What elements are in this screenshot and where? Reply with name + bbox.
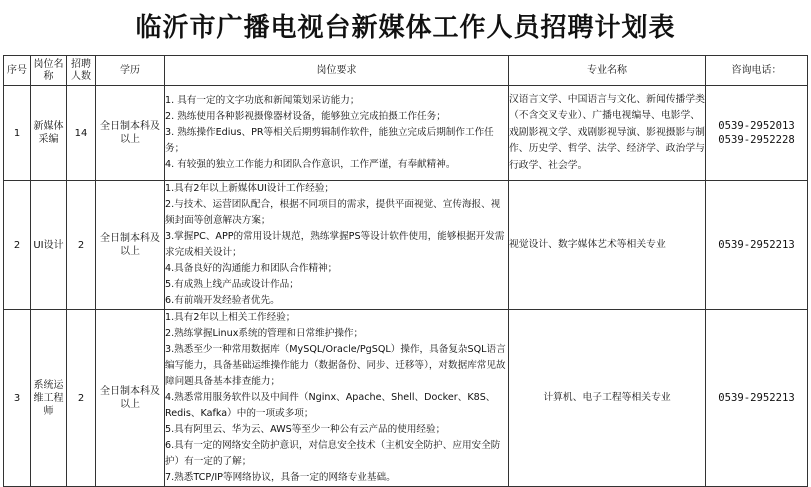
requirement-item: 4.具备良好的沟通能力和团队合作精神； xyxy=(165,263,338,274)
row-major: 汉语言文学、中国语言与文化、新闻传播学类（不含交叉专业）、广播电视编导、电影学、戏剧影视文学、戏剧影视导演、影视摄影与制作、历史学、哲学、法学、经济学、政治学与行政学、社会学。 xyxy=(509,86,706,181)
requirement-item: 1.具有2年以上相关工作经验； xyxy=(165,312,296,323)
requirement-item: 7.熟悉TCP/IP等网络协议，具备一定的网络专业基础。 xyxy=(165,472,396,483)
row-education: 全日制本科及以上 xyxy=(96,181,165,310)
page-title: 临沂市广播电视台新媒体工作人员招聘计划表 xyxy=(135,13,676,43)
header-contact: 咨询电话： xyxy=(706,56,808,86)
row-seq: 1 xyxy=(4,86,31,181)
requirement-item: 3.掌握PC、APP的常用设计规范，熟练掌握PS等设计软件使用，能够根据开发需求完成相关设计； xyxy=(165,231,505,258)
requirement-item: 1. 具有一定的文字功底和新闻策划采访能力； xyxy=(165,95,360,106)
table-row xyxy=(4,181,808,310)
row-phone xyxy=(706,181,808,310)
row-requirements xyxy=(165,181,509,310)
header-count: 招聘人数 xyxy=(67,56,96,86)
row-count: 2 xyxy=(67,181,96,310)
row-requirements xyxy=(165,310,509,487)
requirement-item: 1.具有2年以上新媒体UI设计工作经验； xyxy=(165,183,335,194)
header-position: 岗位名称 xyxy=(31,56,67,86)
phone-number: 0539-2952228 xyxy=(718,134,795,146)
row-phone xyxy=(706,86,808,181)
row-seq: 3 xyxy=(4,310,31,487)
requirement-item: 2.熟练掌握Linux系统的管理和日常维护操作； xyxy=(165,328,364,339)
requirement-item: 5.具有阿里云、华为云、AWS等至少一种公有云产品的使用经验； xyxy=(165,424,446,435)
requirement-item: 3. 熟练操作Edius、PR等相关后期剪辑制作软件，能独立完成后期制作工作任务； xyxy=(165,127,494,154)
table-row xyxy=(4,310,808,487)
row-position: UI设计 xyxy=(31,181,67,310)
requirement-item: 6.具有一定的网络安全防护意识，对信息安全技术（主机安全防护、应用安全防护）有一定的了解； xyxy=(165,440,501,467)
row-education: 全日制本科及以上 xyxy=(96,86,165,181)
row-education: 全日制本科及以上 xyxy=(96,310,165,487)
phone-number: 0539-2952213 xyxy=(718,392,795,404)
phone-number: 0539-2952213 xyxy=(718,239,795,251)
row-position: 新媒体采编 xyxy=(31,86,67,181)
row-count: 14 xyxy=(67,86,96,181)
row-position: 系统运维工程师 xyxy=(31,310,67,487)
requirement-item: 2.与技术、运营团队配合，根据不同项目的需求，提供平面视觉、宣传海报、视频封面等创意解决方案； xyxy=(165,199,501,226)
row-major: 视觉设计、数字媒体艺术等相关专业 xyxy=(509,181,706,310)
row-count: 2 xyxy=(67,310,96,487)
requirement-item: 2. 熟练使用各种影视摄像器材设备，能够独立完成拍摄工作任务； xyxy=(165,111,446,122)
phone-number: 0539-2952013 xyxy=(718,120,795,132)
row-requirements xyxy=(165,86,509,181)
row-seq: 2 xyxy=(4,181,31,310)
row-phone xyxy=(706,310,808,487)
requirement-item: 4. 有较强的独立工作能力和团队合作意识，工作严谨，有奉献精神。 xyxy=(165,159,456,170)
requirement-item: 3.熟悉至少一种常用数据库（MySQL/Oracle/PgSQL）操作，具备复杂SQL语言编写能力，具备基础运维操作能力（数据备份、同步、迁移等），对数据库常见故障问题具备基本排查能力； xyxy=(165,344,506,387)
header-education: 学历 xyxy=(96,56,165,86)
header-row xyxy=(4,56,808,86)
header-major: 专业名称 xyxy=(509,56,706,86)
table-row xyxy=(4,86,808,181)
requirement-item: 6.有前端开发经验者优先。 xyxy=(165,295,280,306)
recruitment-table xyxy=(3,55,808,487)
requirement-item: 5.有成熟上线产品或设计作品； xyxy=(165,279,299,290)
header-requirements: 岗位要求 xyxy=(165,56,509,86)
header-seq: 序号 xyxy=(4,56,31,86)
row-major: 计算机、电子工程等相关专业 xyxy=(509,310,706,487)
requirement-item: 4.熟悉常用服务软件以及中间件（Nginx、Apache、Shell、Docker、K8S、Redis、Kafka）中的一项或多项； xyxy=(165,392,496,419)
